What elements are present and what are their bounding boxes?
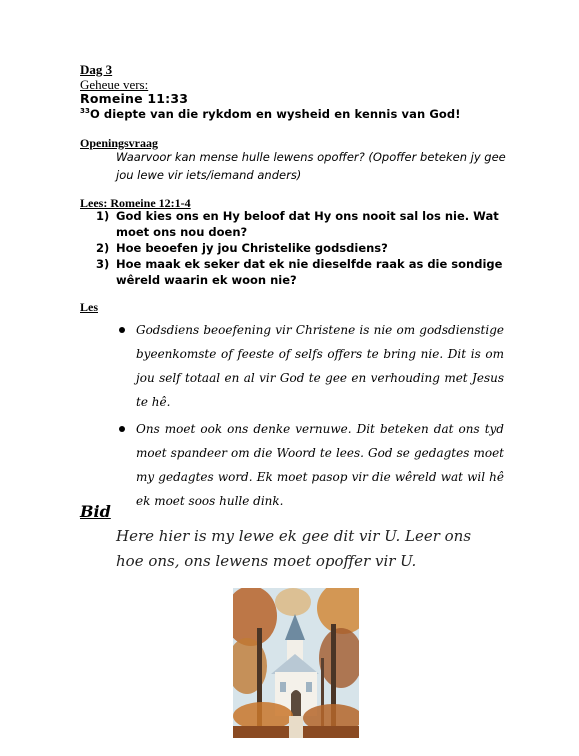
question-text: Hoe beoefen jy jou Christelike godsdiens?	[116, 241, 388, 255]
verse-number: 33	[80, 107, 90, 116]
question-text: Hoe maak ek seker dat ek nie dieselfde raak as die sondige wêreld waarin ek woon nie?	[116, 257, 503, 287]
question-number: 3)	[96, 257, 110, 271]
verse-body: O diepte van die rykdom en wysheid en kennis van God!	[89, 107, 461, 121]
prayer-label: Bid	[80, 502, 111, 521]
reading-question	[96, 208, 516, 240]
lesson-points-list	[136, 318, 504, 516]
memory-verse-text	[80, 107, 461, 121]
bullet-icon	[119, 327, 125, 333]
lesson-point-text: Godsdiens beoefening vir Christene is nie om godsdienstige byeenkomste of feeste of selfs offers te bring nie. Dit is om jou self totaal en al vir God te gee en verhouding met Jesus te hê.	[136, 323, 504, 409]
opening-question-text: Waarvoor kan mense hulle lewens opoffer? (Opoffer beteken jy gee jou lewe vir iets/iemand anders)	[116, 150, 506, 182]
memory-verse-reference: Romeine 11:33	[80, 91, 189, 106]
lesson-point	[136, 417, 504, 513]
reading-label: Lees: Romeine 12:1-4	[80, 196, 191, 210]
opening-question-label: Openingsvraag	[80, 136, 159, 150]
reading-questions-list	[96, 208, 516, 288]
reading-question	[96, 256, 516, 288]
lesson-point-text: Ons moet ook ons denke vernuwe. Dit beteken dat ons tyd moet spandeer om die Woord te lees. God se gedagtes moet my gedagtes word. Ek moet pasop vir die wêreld wat wil hê ek moet soos hulle dink.	[136, 422, 504, 508]
bullet-icon	[119, 426, 125, 432]
lesson-label: Les	[80, 300, 98, 314]
question-number: 2)	[96, 241, 110, 255]
question-number: 1)	[96, 209, 110, 223]
question-text: God kies ons en Hy beloof dat Hy ons nooit sal los nie. Wat moet ons nou doen?	[116, 209, 499, 239]
church-illustration	[233, 588, 359, 738]
day-heading: Dag 3	[80, 62, 113, 77]
lesson-point	[136, 318, 504, 414]
memory-verse-label: Geheue vers:	[80, 77, 149, 92]
prayer-text: Here hier is my lewe ek gee dit vir U. Leer ons hoe ons, ons lewens moet opoffer vir U.	[116, 527, 472, 570]
reading-question	[96, 240, 516, 256]
